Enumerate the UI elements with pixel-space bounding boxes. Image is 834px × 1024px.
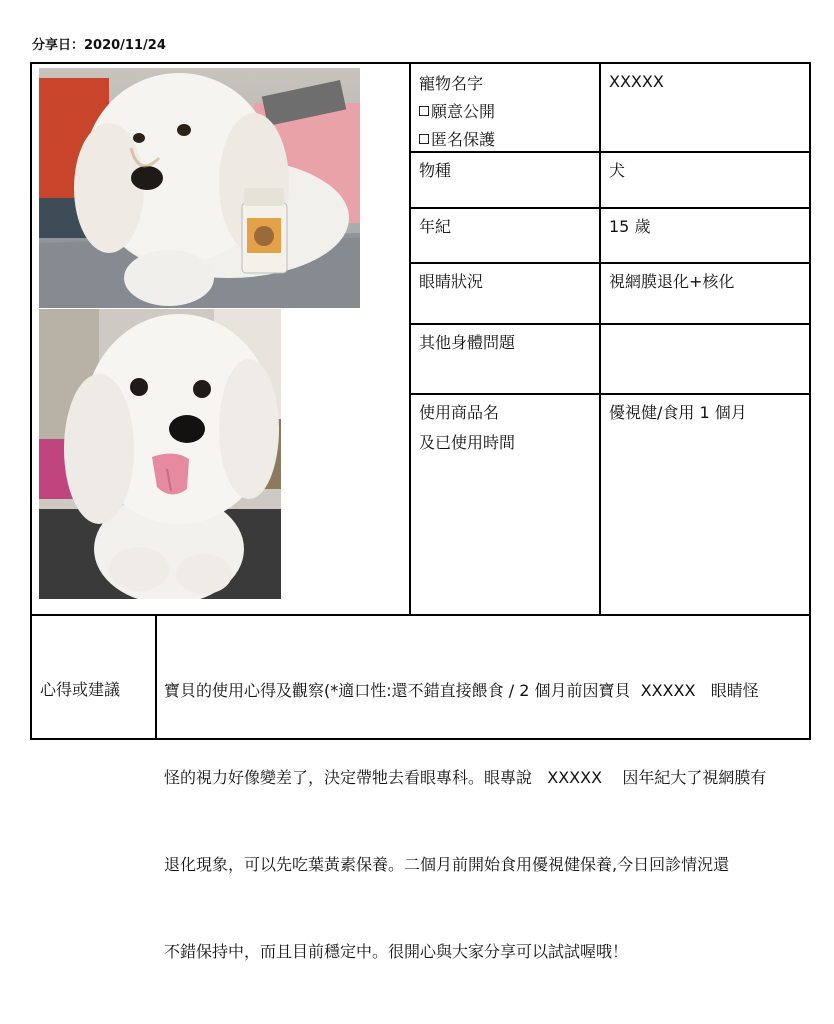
feedback-line: 退化現象，可以先吃葉黃素保養。二個月前開始食用優視健保養,今日回診情況還 bbox=[164, 855, 730, 874]
pet-name-label: 寵物名字 bbox=[419, 74, 484, 93]
species-label: 物種 bbox=[419, 161, 452, 180]
product-label-line1: 使用商品名 bbox=[419, 403, 500, 422]
checkbox-public[interactable] bbox=[419, 106, 429, 116]
pet-info-table bbox=[30, 62, 811, 961]
eye-condition-label: 眼睛狀況 bbox=[419, 272, 484, 291]
species-value: 犬 bbox=[609, 161, 626, 180]
age-label: 年紀 bbox=[419, 217, 452, 236]
option-public-label: 願意公開 bbox=[431, 102, 496, 121]
feedback-line: 怪的視力好像變差了，決定帶牠去看眼專科。眼專說 XXXXX 因年紀大了視網膜有 bbox=[164, 768, 767, 787]
other-issues-label: 其他身體問題 bbox=[419, 333, 516, 352]
option-anonymous-label: 匿名保護 bbox=[431, 130, 496, 149]
checkbox-anonymous[interactable] bbox=[419, 134, 429, 144]
eye-condition-value: 視網膜退化+核化 bbox=[609, 272, 735, 291]
share-date: 分享日：2020/11/24 bbox=[32, 38, 166, 53]
product-value: 優視健/食用 1 個月 bbox=[609, 403, 747, 422]
feedback-line: 不錯保持中，而且目前穩定中。很開心與大家分享可以試試喔哦！ bbox=[164, 942, 629, 961]
feedback-line: 寶貝的使用心得及觀察(*適口性:還不錯直接餵食 / 2 個月前因寶貝 XXXXX 眼睛怪 bbox=[164, 681, 759, 700]
pet-name-value: XXXXX bbox=[609, 72, 664, 91]
dog-photo-tongue bbox=[39, 309, 281, 599]
product-label-line2: 及已使用時間 bbox=[419, 433, 516, 452]
feedback-label: 心得或建議 bbox=[40, 680, 121, 699]
age-value: 15 歲 bbox=[609, 217, 651, 236]
feedback-text bbox=[164, 618, 766, 1024]
option-public[interactable] bbox=[419, 98, 495, 126]
dog-photo-sitting bbox=[39, 68, 360, 308]
option-anonymous[interactable] bbox=[419, 126, 495, 154]
